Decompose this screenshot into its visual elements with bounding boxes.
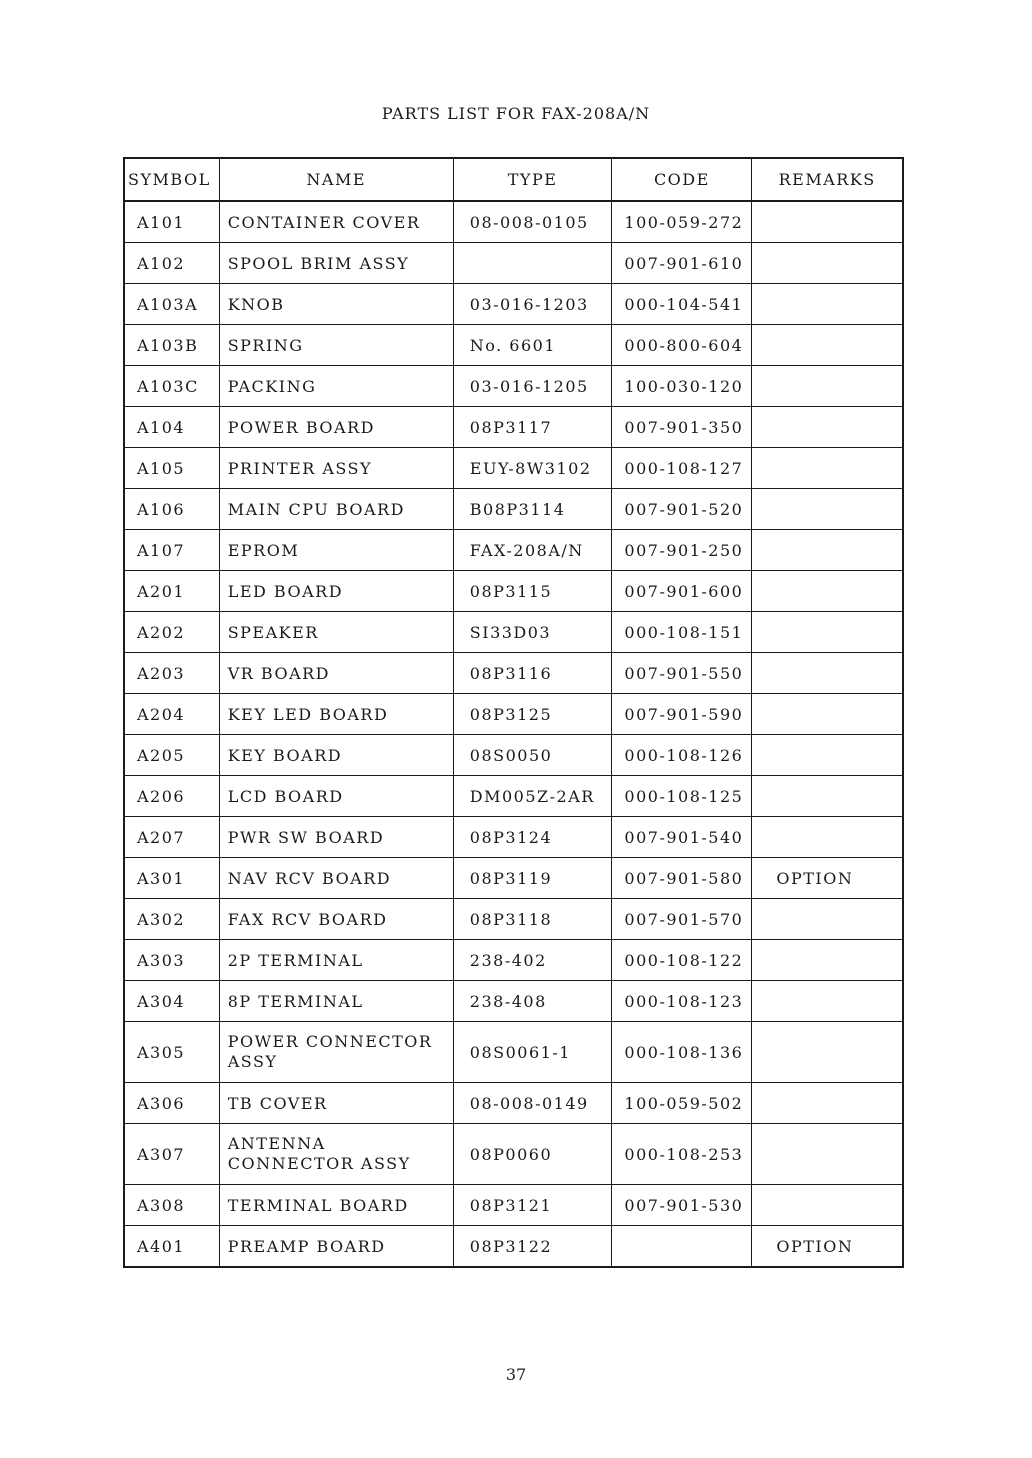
cell-type: 08-008-0149 bbox=[453, 1083, 612, 1124]
cell-name: KNOB bbox=[219, 284, 453, 325]
cell-code: 007-901-590 bbox=[612, 694, 752, 735]
cell-name: SPRING bbox=[219, 325, 453, 366]
cell-code: 007-901-610 bbox=[612, 243, 752, 284]
cell-symbol: A101 bbox=[124, 201, 219, 243]
cell-name: FAX RCV BOARD bbox=[219, 899, 453, 940]
cell-code: 100-030-120 bbox=[612, 366, 752, 407]
cell-symbol: A206 bbox=[124, 776, 219, 817]
table-row bbox=[124, 1185, 903, 1226]
cell-code: 000-108-253 bbox=[612, 1124, 752, 1185]
cell-remarks bbox=[752, 776, 903, 817]
table-row bbox=[124, 284, 903, 325]
header-type: TYPE bbox=[453, 158, 612, 201]
cell-remarks bbox=[752, 940, 903, 981]
table-row bbox=[124, 1226, 903, 1268]
cell-symbol: A102 bbox=[124, 243, 219, 284]
cell-code: 000-108-151 bbox=[612, 612, 752, 653]
header-remarks: REMARKS bbox=[752, 158, 903, 201]
cell-type: 238-402 bbox=[453, 940, 612, 981]
cell-remarks bbox=[752, 653, 903, 694]
cell-symbol: A202 bbox=[124, 612, 219, 653]
cell-symbol: A302 bbox=[124, 899, 219, 940]
cell-remarks bbox=[752, 1185, 903, 1226]
cell-type: 08P3125 bbox=[453, 694, 612, 735]
cell-remarks bbox=[752, 530, 903, 571]
table-body bbox=[124, 201, 903, 1267]
table-row bbox=[124, 817, 903, 858]
table-row bbox=[124, 407, 903, 448]
page-number: 37 bbox=[505, 1365, 527, 1384]
cell-name: LED BOARD bbox=[219, 571, 453, 612]
header-symbol: SYMBOL bbox=[124, 158, 219, 201]
cell-remarks bbox=[752, 899, 903, 940]
cell-name: MAIN CPU BOARD bbox=[219, 489, 453, 530]
cell-type: B08P3114 bbox=[453, 489, 612, 530]
cell-symbol: A103B bbox=[124, 325, 219, 366]
cell-remarks bbox=[752, 735, 903, 776]
cell-code: 007-901-530 bbox=[612, 1185, 752, 1226]
cell-name: TB COVER bbox=[219, 1083, 453, 1124]
cell-name: PREAMP BOARD bbox=[219, 1226, 453, 1268]
cell-name: PACKING bbox=[219, 366, 453, 407]
cell-remarks bbox=[752, 407, 903, 448]
cell-code: 007-901-600 bbox=[612, 571, 752, 612]
cell-name: KEY BOARD bbox=[219, 735, 453, 776]
table-row bbox=[124, 201, 903, 243]
table-row bbox=[124, 1124, 903, 1185]
cell-code bbox=[612, 1226, 752, 1268]
cell-remarks bbox=[752, 694, 903, 735]
cell-remarks bbox=[752, 817, 903, 858]
cell-type: 08P3121 bbox=[453, 1185, 612, 1226]
cell-symbol: A107 bbox=[124, 530, 219, 571]
cell-code: 000-108-127 bbox=[612, 448, 752, 489]
table-row bbox=[124, 366, 903, 407]
cell-remarks bbox=[752, 571, 903, 612]
cell-remarks bbox=[752, 284, 903, 325]
cell-name: LCD BOARD bbox=[219, 776, 453, 817]
cell-type: DM005Z-2AR bbox=[453, 776, 612, 817]
cell-symbol: A106 bbox=[124, 489, 219, 530]
table-row bbox=[124, 1022, 903, 1083]
cell-type: 08P3115 bbox=[453, 571, 612, 612]
cell-remarks bbox=[752, 243, 903, 284]
cell-symbol: A306 bbox=[124, 1083, 219, 1124]
cell-symbol: A204 bbox=[124, 694, 219, 735]
cell-type: 08P3116 bbox=[453, 653, 612, 694]
cell-type: No. 6601 bbox=[453, 325, 612, 366]
cell-symbol: A207 bbox=[124, 817, 219, 858]
table-row bbox=[124, 899, 903, 940]
cell-symbol: A203 bbox=[124, 653, 219, 694]
cell-code: 007-901-520 bbox=[612, 489, 752, 530]
cell-symbol: A303 bbox=[124, 940, 219, 981]
cell-code: 007-901-580 bbox=[612, 858, 752, 899]
table-row bbox=[124, 735, 903, 776]
cell-code: 007-901-570 bbox=[612, 899, 752, 940]
table-row bbox=[124, 1083, 903, 1124]
cell-remarks bbox=[752, 1124, 903, 1185]
cell-name: POWER CONNECTOR ASSY bbox=[219, 1022, 453, 1083]
cell-type: 08P3122 bbox=[453, 1226, 612, 1268]
cell-symbol: A305 bbox=[124, 1022, 219, 1083]
cell-symbol: A304 bbox=[124, 981, 219, 1022]
cell-code: 000-108-125 bbox=[612, 776, 752, 817]
cell-remarks bbox=[752, 366, 903, 407]
cell-code: 000-108-136 bbox=[612, 1022, 752, 1083]
parts-table bbox=[123, 157, 904, 1268]
table-row bbox=[124, 653, 903, 694]
cell-code: 007-901-350 bbox=[612, 407, 752, 448]
cell-type: 08P3117 bbox=[453, 407, 612, 448]
cell-symbol: A104 bbox=[124, 407, 219, 448]
cell-type: SI33D03 bbox=[453, 612, 612, 653]
cell-code: 007-901-540 bbox=[612, 817, 752, 858]
table-row bbox=[124, 325, 903, 366]
table-row bbox=[124, 981, 903, 1022]
cell-type: 08-008-0105 bbox=[453, 201, 612, 243]
cell-type bbox=[453, 243, 612, 284]
table-row bbox=[124, 612, 903, 653]
cell-code: 100-059-502 bbox=[612, 1083, 752, 1124]
cell-remarks bbox=[752, 1022, 903, 1083]
cell-type: EUY-8W3102 bbox=[453, 448, 612, 489]
cell-symbol: A205 bbox=[124, 735, 219, 776]
cell-remarks bbox=[752, 448, 903, 489]
cell-code: 000-108-126 bbox=[612, 735, 752, 776]
cell-symbol: A103C bbox=[124, 366, 219, 407]
cell-type: 08S0061-1 bbox=[453, 1022, 612, 1083]
cell-type: 238-408 bbox=[453, 981, 612, 1022]
cell-name: VR BOARD bbox=[219, 653, 453, 694]
cell-code: 000-108-123 bbox=[612, 981, 752, 1022]
cell-code: 000-800-604 bbox=[612, 325, 752, 366]
table-row bbox=[124, 776, 903, 817]
cell-symbol: A301 bbox=[124, 858, 219, 899]
cell-code: 000-108-122 bbox=[612, 940, 752, 981]
cell-type: 08P3118 bbox=[453, 899, 612, 940]
cell-name: KEY LED BOARD bbox=[219, 694, 453, 735]
cell-remarks: OPTION bbox=[752, 858, 903, 899]
cell-code: 007-901-250 bbox=[612, 530, 752, 571]
page-title: PARTS LIST FOR FAX-208A/N bbox=[381, 104, 651, 123]
cell-remarks bbox=[752, 981, 903, 1022]
cell-symbol: A308 bbox=[124, 1185, 219, 1226]
table-row bbox=[124, 489, 903, 530]
cell-symbol: A103A bbox=[124, 284, 219, 325]
cell-type: 08P0060 bbox=[453, 1124, 612, 1185]
cell-name: 2P TERMINAL bbox=[219, 940, 453, 981]
cell-name: PWR SW BOARD bbox=[219, 817, 453, 858]
cell-name: ANTENNA CONNECTOR ASSY bbox=[219, 1124, 453, 1185]
table-row bbox=[124, 448, 903, 489]
cell-code: 100-059-272 bbox=[612, 201, 752, 243]
table-row bbox=[124, 940, 903, 981]
header-name: NAME bbox=[219, 158, 453, 201]
table-row bbox=[124, 530, 903, 571]
table-header-row bbox=[124, 158, 903, 201]
cell-remarks bbox=[752, 201, 903, 243]
cell-name: SPOOL BRIM ASSY bbox=[219, 243, 453, 284]
cell-symbol: A307 bbox=[124, 1124, 219, 1185]
cell-type: 03-016-1203 bbox=[453, 284, 612, 325]
header-code: CODE bbox=[612, 158, 752, 201]
cell-remarks bbox=[752, 489, 903, 530]
cell-type: 08P3119 bbox=[453, 858, 612, 899]
cell-name: NAV RCV BOARD bbox=[219, 858, 453, 899]
table-row bbox=[124, 694, 903, 735]
cell-type: FAX-208A/N bbox=[453, 530, 612, 571]
cell-name: POWER BOARD bbox=[219, 407, 453, 448]
cell-symbol: A201 bbox=[124, 571, 219, 612]
cell-code: 000-104-541 bbox=[612, 284, 752, 325]
cell-type: 03-016-1205 bbox=[453, 366, 612, 407]
cell-symbol: A105 bbox=[124, 448, 219, 489]
cell-type: 08P3124 bbox=[453, 817, 612, 858]
cell-remarks: OPTION bbox=[752, 1226, 903, 1268]
cell-name: SPEAKER bbox=[219, 612, 453, 653]
table-row bbox=[124, 858, 903, 899]
cell-symbol: A401 bbox=[124, 1226, 219, 1268]
cell-name: 8P TERMINAL bbox=[219, 981, 453, 1022]
cell-name: CONTAINER COVER bbox=[219, 201, 453, 243]
cell-remarks bbox=[752, 325, 903, 366]
table-row bbox=[124, 243, 903, 284]
table-row bbox=[124, 571, 903, 612]
cell-remarks bbox=[752, 1083, 903, 1124]
cell-name: EPROM bbox=[219, 530, 453, 571]
cell-type: 08S0050 bbox=[453, 735, 612, 776]
cell-code: 007-901-550 bbox=[612, 653, 752, 694]
cell-name: TERMINAL BOARD bbox=[219, 1185, 453, 1226]
cell-name: PRINTER ASSY bbox=[219, 448, 453, 489]
cell-remarks bbox=[752, 612, 903, 653]
